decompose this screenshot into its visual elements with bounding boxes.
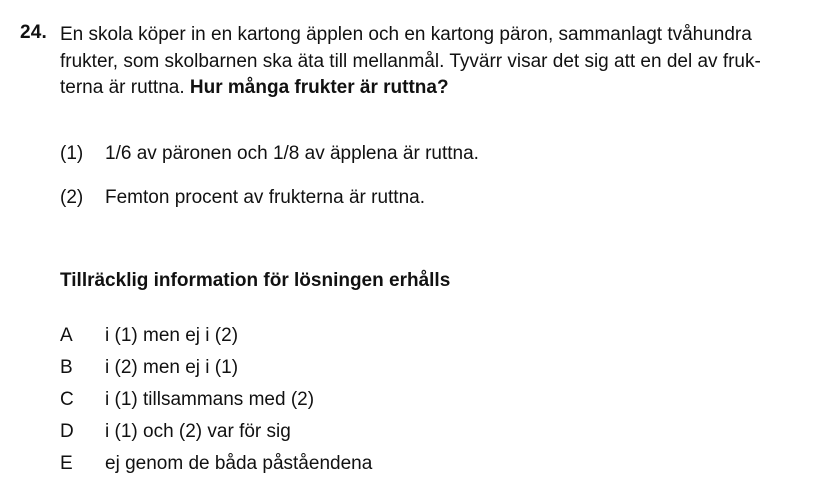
option-b-letter: B xyxy=(60,357,73,378)
statement-2-text: Femton procent av frukterna är ruttna. xyxy=(105,187,425,208)
question-bold: Hur många frukter är ruttna? xyxy=(189,77,449,98)
question-number: 24. xyxy=(20,22,48,43)
option-d-text: i (1) och (2) var för sig xyxy=(105,421,291,442)
option-c xyxy=(60,389,314,411)
option-b-text: i (2) men ej i (1) xyxy=(105,357,239,378)
statement-2 xyxy=(60,187,425,209)
option-a-letter: A xyxy=(60,325,73,346)
option-d xyxy=(60,421,291,443)
option-e xyxy=(60,453,372,475)
question-text xyxy=(60,22,805,102)
statement-1 xyxy=(60,143,479,165)
info-heading: Tillräcklig information för lösningen erhålls xyxy=(60,270,451,291)
option-e-letter: E xyxy=(60,453,73,474)
option-a-text: i (1) men ej i (2) xyxy=(105,325,239,346)
option-a xyxy=(60,325,238,347)
statement-2-number: (2) xyxy=(60,187,84,208)
question-line-3-text: terna är ruttna. xyxy=(60,77,190,98)
question-line-2: frukter, som skolbarnen ska äta till mellanmål. Tyvärr visar det sig att en del av fruk- xyxy=(60,50,761,72)
question-line-1: En skola köper in en kartong äpplen och en kartong päron, sammanlagt tvåhundra xyxy=(60,24,752,45)
option-c-text: i (1) tillsammans med (2) xyxy=(105,389,315,410)
statement-1-number: (1) xyxy=(60,143,84,164)
question-line-3 xyxy=(60,75,805,102)
statement-1-text: 1/6 av päronen och 1/8 av äpplena är ruttna. xyxy=(105,143,479,164)
option-e-text: ej genom de båda påståendena xyxy=(105,453,373,474)
option-b xyxy=(60,357,238,379)
option-c-letter: C xyxy=(60,389,74,410)
option-d-letter: D xyxy=(60,421,74,442)
